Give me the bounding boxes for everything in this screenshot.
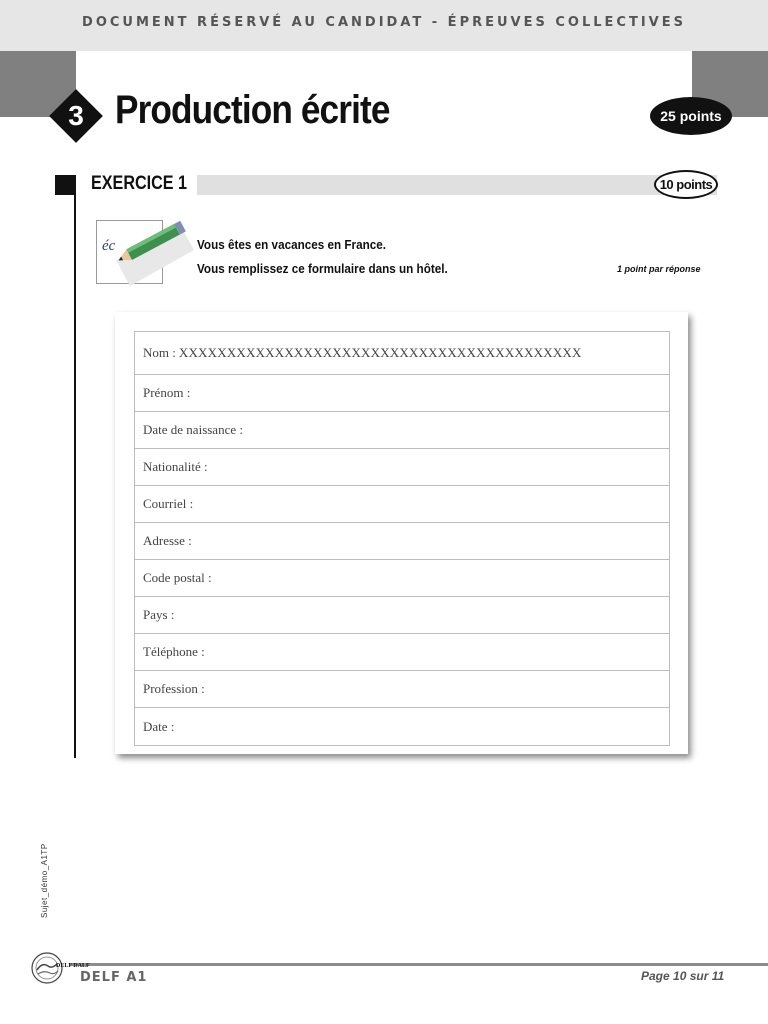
footer-page-number: Page 10 sur 11 <box>641 969 725 983</box>
form-row-nationalite[interactable] <box>135 449 669 486</box>
document-code: Sujet_démo_A1TP <box>40 843 49 918</box>
form-row-profession[interactable] <box>135 671 669 708</box>
form-label: Adresse : <box>143 533 192 548</box>
exercise-title-bar <box>197 175 717 195</box>
header-divider <box>76 51 692 61</box>
writing-icon-text: éc <box>102 238 116 254</box>
exercise-instructions <box>197 233 448 281</box>
form-label: Date de naissance : <box>143 422 243 437</box>
form-row-courriel[interactable] <box>135 486 669 523</box>
footer-rule <box>70 963 768 966</box>
form-label: Nom : <box>143 345 176 360</box>
form-label: Code postal : <box>143 570 212 585</box>
form-row-telephone[interactable] <box>135 634 669 671</box>
form-row-date[interactable] <box>135 708 669 745</box>
form-row-pays[interactable] <box>135 597 669 634</box>
section-left-rule <box>74 175 76 758</box>
pencil-icon <box>96 220 194 286</box>
form-row-code-postal[interactable] <box>135 560 669 597</box>
page-title: Production écrite <box>115 88 390 132</box>
form-label: Téléphone : <box>143 644 205 659</box>
form-label: Nationalité : <box>143 459 208 474</box>
form-row-nom[interactable] <box>135 332 669 375</box>
hotel-form <box>134 331 670 746</box>
exercise-marker <box>55 175 75 195</box>
instruction-line: Vous remplissez ce formulaire dans un hôtel. <box>197 261 448 276</box>
form-row-date-de-naissance[interactable] <box>135 412 669 449</box>
delf-dalf-logo-icon <box>30 950 90 986</box>
form-label: Profession : <box>143 681 205 696</box>
form-row-adresse[interactable] <box>135 523 669 560</box>
header-banner <box>0 0 768 51</box>
exercise-points-badge: 10 points <box>654 170 718 199</box>
form-row-prenom[interactable] <box>135 375 669 412</box>
scoring-note: 1 point par réponse <box>617 264 701 274</box>
form-value: XXXXXXXXXXXXXXXXXXXXXXXXXXXXXXXXXXXXXXXXXX <box>178 345 582 360</box>
exercise-title: EXERCICE 1 <box>91 173 188 194</box>
form-label: Pays : <box>143 607 175 622</box>
header-banner-text: DOCUMENT RÉSERVÉ AU CANDIDAT - ÉPREUVES COLLECTIVES <box>82 15 686 30</box>
logo-text: DELF DALF <box>56 963 90 969</box>
instruction-line: Vous êtes en vacances en France. <box>197 237 387 252</box>
section-number: 3 <box>68 100 84 131</box>
form-label: Courriel : <box>143 496 194 511</box>
footer-exam-label: DELF A1 <box>80 970 148 985</box>
form-label: Date : <box>143 718 175 734</box>
form-label: Prénom : <box>143 385 191 400</box>
section-points-badge: 25 points <box>650 97 732 135</box>
